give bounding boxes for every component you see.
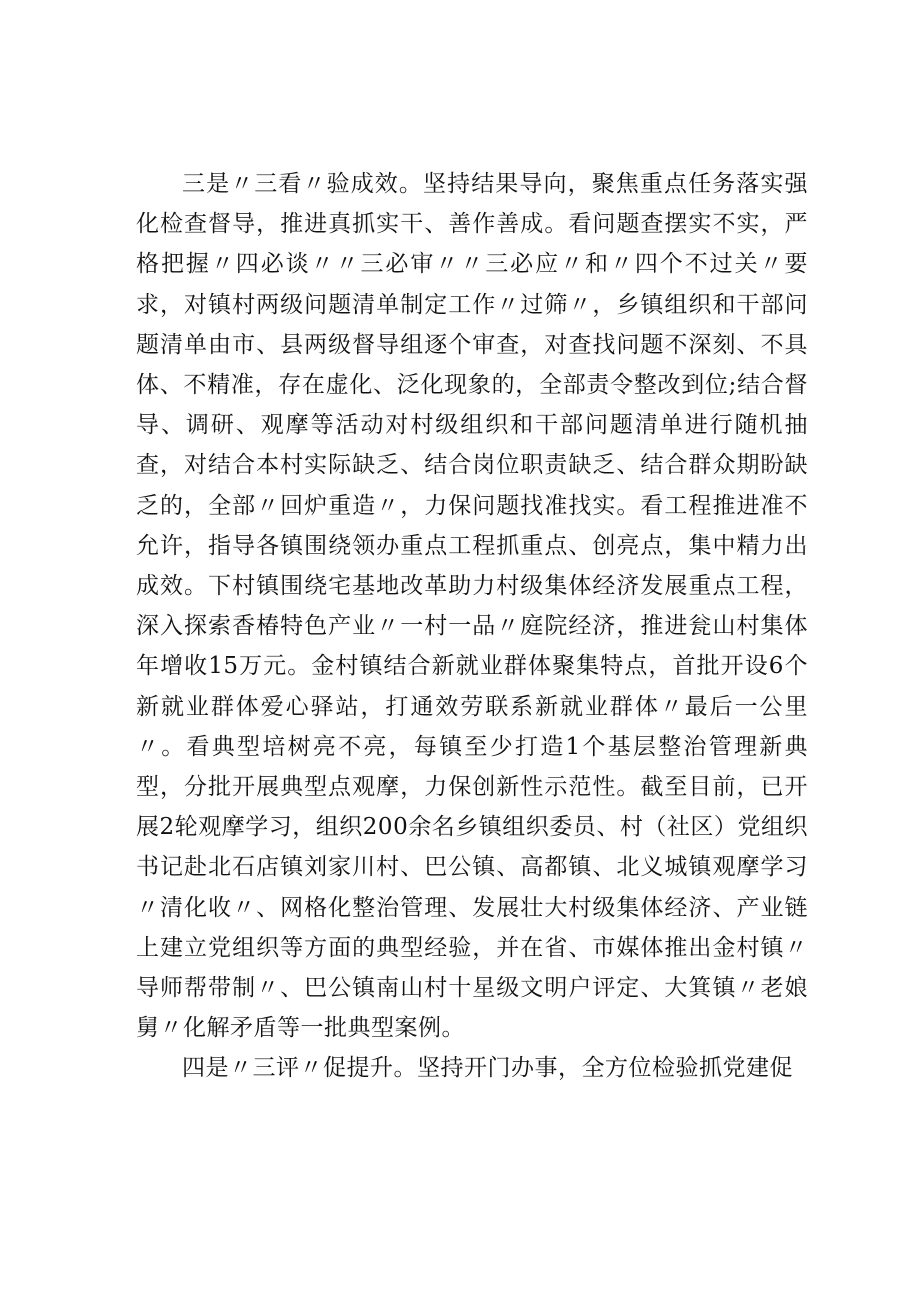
paragraph-three-looks: 三是〃三看〃验成效。坚持结果导向，聚焦重点任务落实强化检查督导，推进真抓实干、善作善成。看问题查摆实不实，严格把握〃四必谈〃〃三必审〃〃三必应〃和〃四个不过关〃要求，对镇村两级问题清单制定工作〃过筛〃，乡镇组织和干部问题清单由市、县两级督导组逐个审查，对查找问题不深刻、不具体、不精准，存在虚化、泛化现象的，全部责令整改到位;结合督导、调研、观摩等活动对村级组织和干部问题清单进行随机抽查，对结合本村实际缺乏、结合岗位职责缺乏、结合群众期盼缺乏的，全部〃回炉重造〃，力保问题找准找实。看工程推进准不允许，指导各镇围绕领办重点工程抓重点、创亮点，集中精力出成效。下村镇围绕宅基地改革助力村级集体经济发展重点工程，深入探索香椿特色产业〃一村一品〃庭院经济，推进瓮山村集体年增收15万元。金村镇结合新就业群体聚集特点，首批开设6个新就业群体爱心驿站，打通效劳联系新就业群体〃最后一公里〃。看典型培树亮不亮，每镇至少打造1个基层整治管理新典型，分批开展典型点观摩，力保创新性示范性。截至目前，已开展2轮观摩学习，组织200余名乡镇组织委员、村（社区）党组织书记赴北石店镇刘家川村、巴公镇、高都镇、北义城镇观摩学习〃清化收〃、网格化整治管理、发展壮大村级集体经济、产业链上建立党组织等方面的典型经验，并在省、市媒体推出金村镇〃导师帮带制〃、巴公镇南山村十星级文明户评定、大箕镇〃老娘舅〃化解矛盾等一批典型案例。 — [136, 171, 808, 1042]
paragraph-three-evaluations: 四是〃三评〃促提升。坚持开门办事，全方位检验抓党建促 — [182, 1055, 793, 1082]
document-body — [136, 164, 808, 1089]
